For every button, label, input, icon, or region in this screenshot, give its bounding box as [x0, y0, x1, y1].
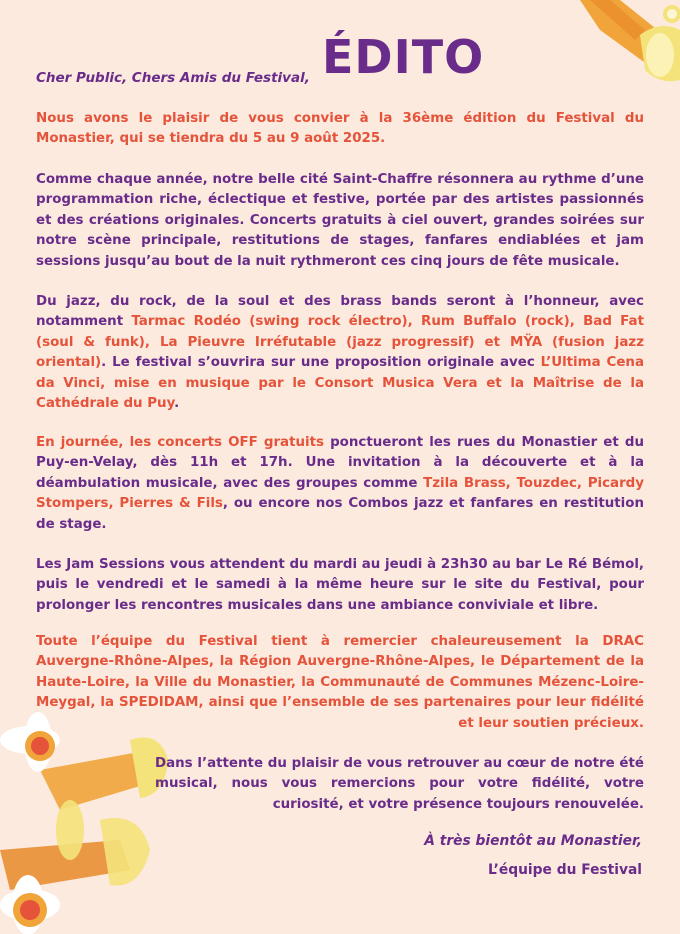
opening-show: L’Ultima Cena da Vinci, mise en musique par le Consort Musica Vera et la Maîtrise de la Cathédrale du Puy — [36, 355, 644, 412]
paragraph-headliners-text: . Le festival s’ouvrira sur une proposition originale avec — [101, 355, 541, 371]
paragraph-intro: Nous avons le plaisir de vous convier à la 36ème édition du Festival du Monastier, qui se tiendra du 5 au 9 août 2025. — [36, 111, 644, 147]
signoff-greeting: À très bientôt au Monastier, — [424, 833, 642, 849]
paragraph-closing: Dans l’attente du plaisir de vous retrouver au cœur de notre été musical, nous vous remercions pour votre fidélité, votre curiosité, et votre présence toujours renouvelée. — [155, 756, 644, 812]
paragraph-headliners — [36, 292, 644, 414]
off-concerts-highlight: En journée, les concerts OFF gratuits — [36, 435, 324, 450]
off-bands: Tzila Brass, Touzdec, Picardy Stompers, Pierres & Fils — [36, 475, 644, 512]
paragraph-headliners-text: Du jazz, du rock, de la soul et des brass bands seront à l’honneur, avec notamment — [36, 294, 644, 330]
trumpet-flower-icon — [560, 0, 680, 90]
paragraph-jam-sessions: Les Jam Sessions vous attendent du mardi au jeudi à 23h30 au bar Le Ré Bémol, puis le vendredi et le samedi à la même heure sur le site du Festival, pour prolonger les rencontres musicales dans une ambiance conviviale et libre. — [36, 557, 644, 613]
paragraph-programme: Comme chaque année, notre belle cité Saint-Chaffre résonnera au rythme d’une programmation riche, éclectique et festive, portée par des artistes passionnés et des créations originales. Concerts gratuits à ciel ouvert, grandes soirées sur notre scène principale, restitutions de stages, fanfares endiablées et jam sessions jusqu’au bout de la nuit rythmeront ces cinq jours de fête musicale. — [36, 172, 644, 269]
paragraph-off-text: ponctueront les rues du Monastier et du Puy-en-Velay, dès 11h et 17h. Une invitation à la découverte et à la déambulation musicale, avec des groupes comme — [36, 435, 644, 491]
daffodil-icon — [0, 700, 170, 934]
paragraph-thanks: Toute l’équipe du Festival tient à remercier chaleureusement la DRAC Auvergne-Rhône-Alpes, la Région Auvergne-Rhône-Alpes, le Département de la Haute-Loire, la Ville du Monastier, la Communauté de Communes Mézenc-Loire-Meygal, la SPEDIDAM, ainsi que l’ensemble de ses partenaires pour leur fidélité et leur soutien précieux. — [36, 634, 644, 731]
signoff-team: L’équipe du Festival — [488, 862, 642, 878]
page-title: ÉDITO — [322, 30, 485, 84]
paragraph-off-text: , ou encore nos Combos jazz et fanfares en restitution de stage. — [36, 496, 645, 532]
headliner-bands: Tarmac Rodéo (swing rock électro), Rum Buffalo (rock), Bad Fat (soul & funk), La Pieuvre Irréfutable (jazz progressif) et MŸA (fusion jazz oriental) — [36, 314, 644, 371]
paragraph-headliners-text: . — [174, 396, 180, 412]
salutation: Cher Public, Chers Amis du Festival, — [36, 70, 310, 86]
paragraph-off-concerts — [36, 433, 644, 535]
